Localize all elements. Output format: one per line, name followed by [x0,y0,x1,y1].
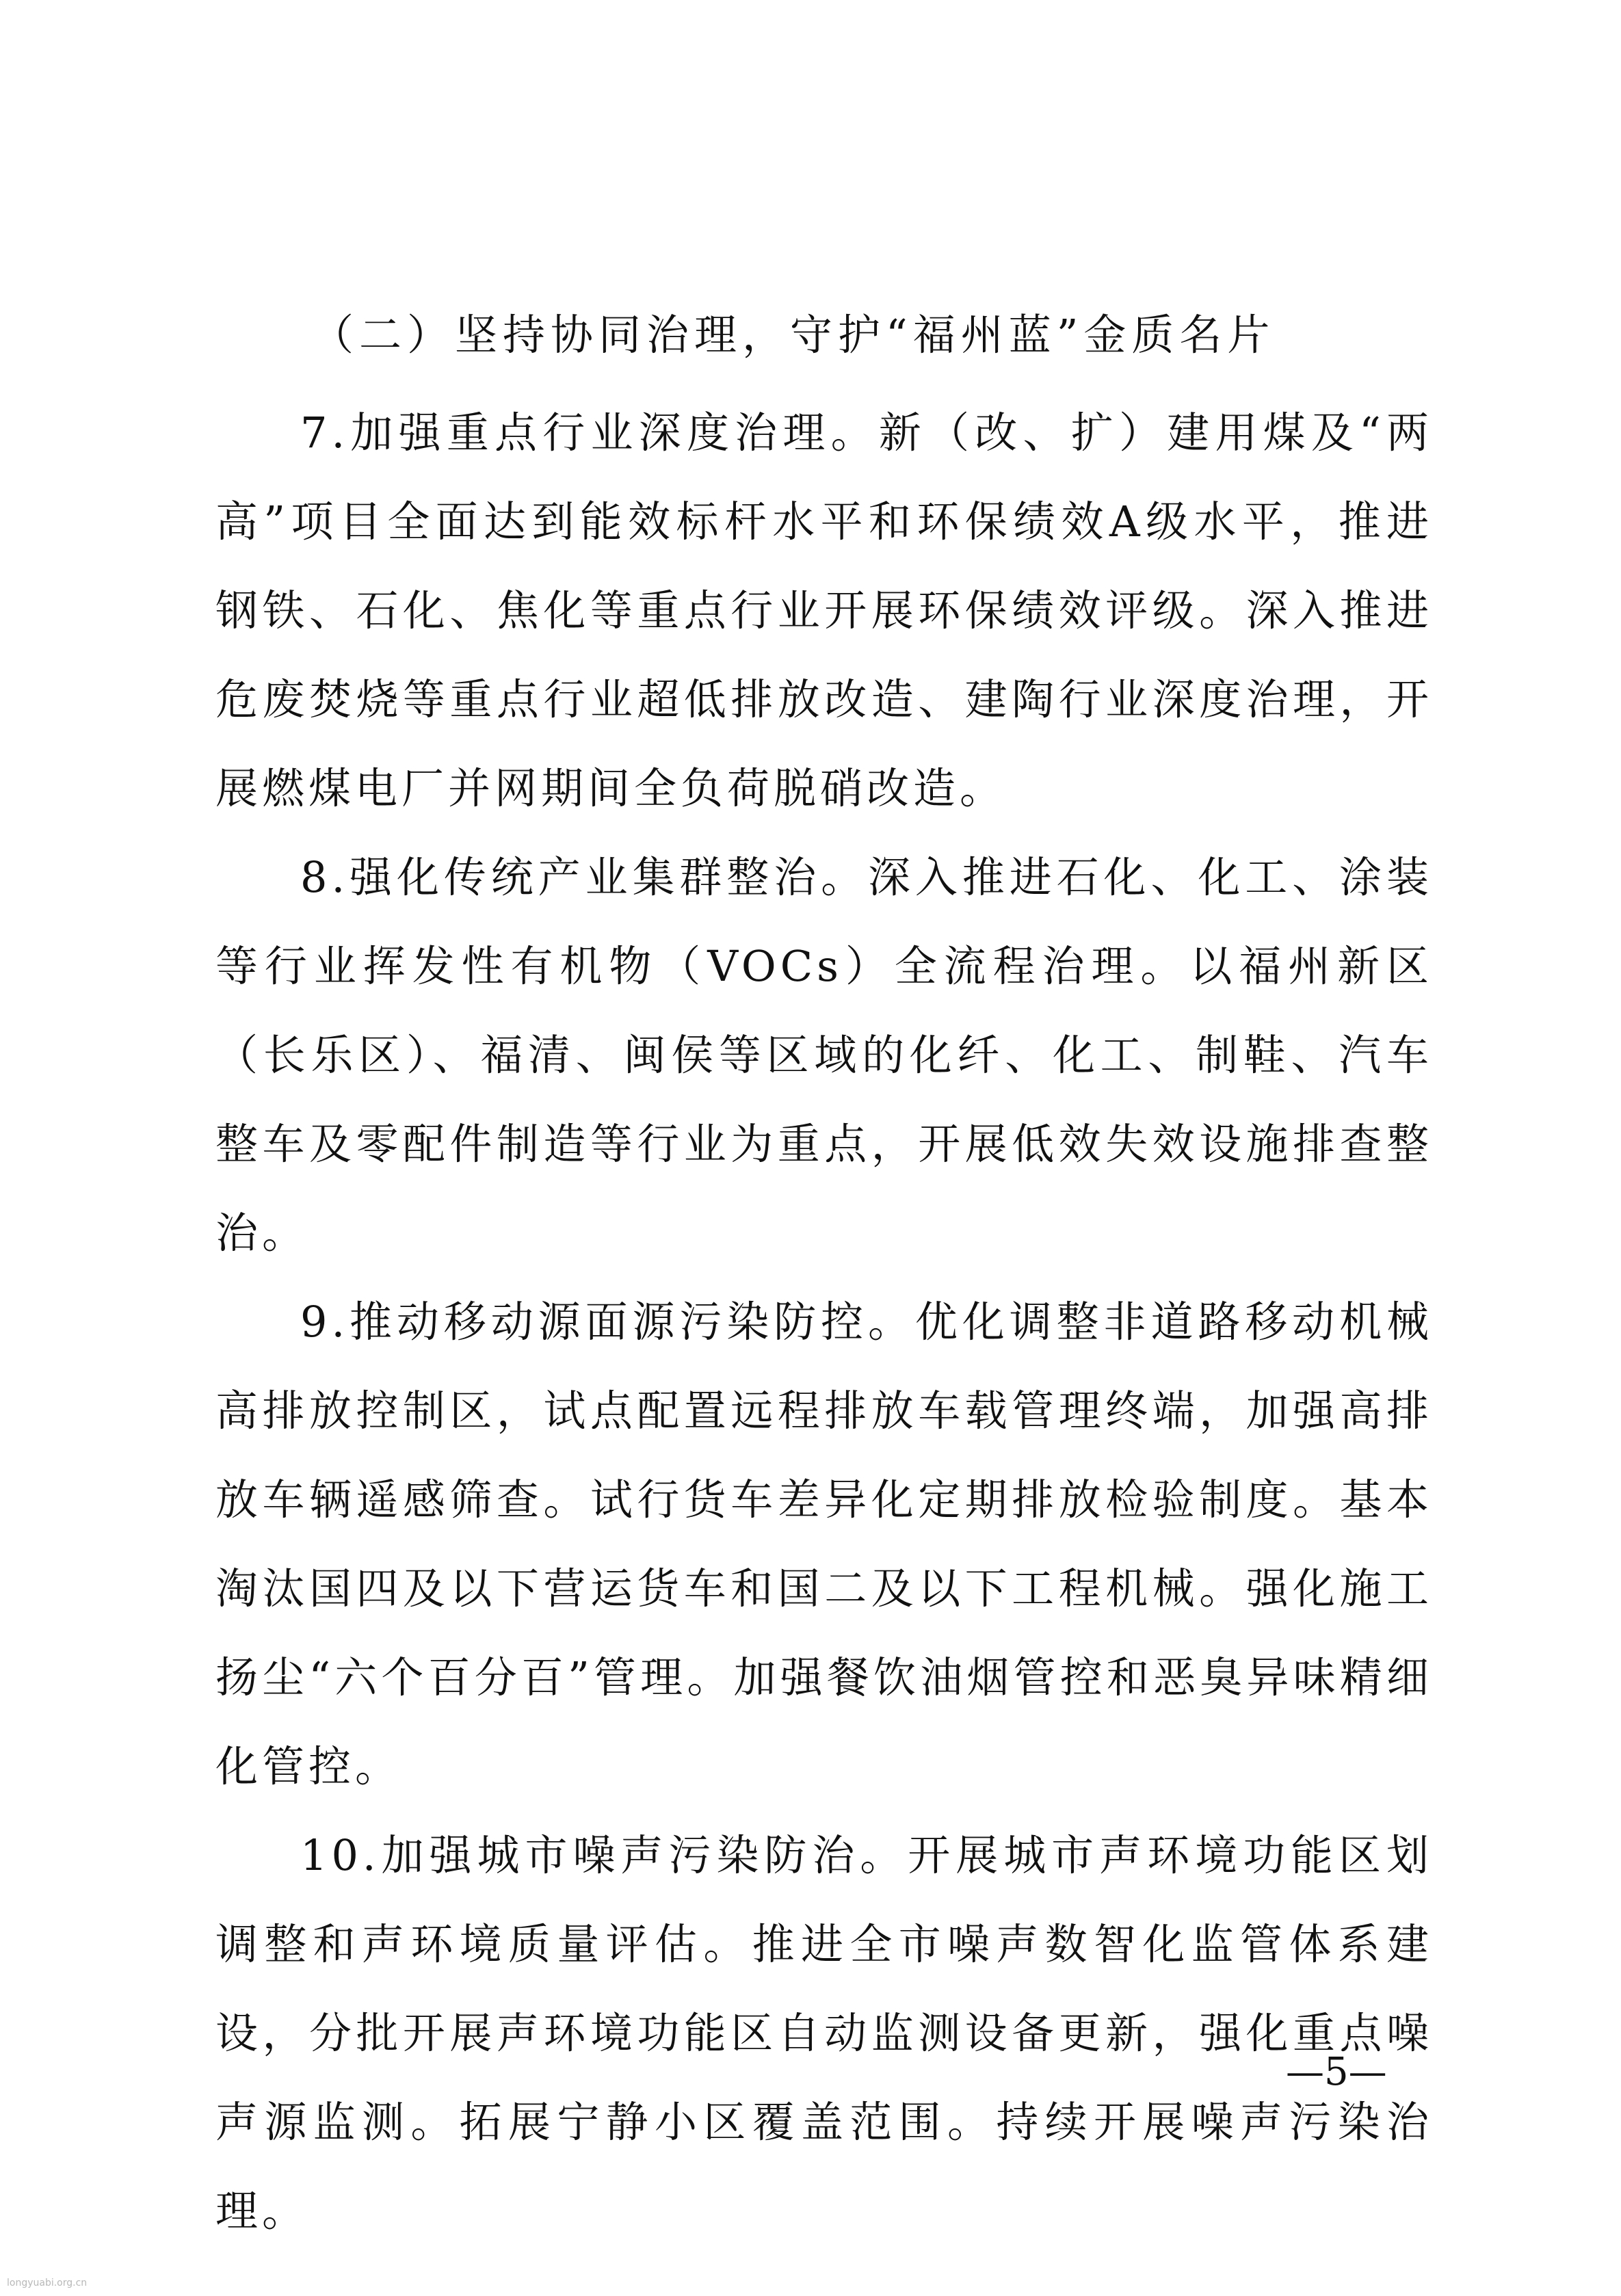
section-heading: （二）坚持协同治理，守护“福州蓝”金质名片 [311,310,1276,360]
paragraph-8: 8.强化传统产业集群整治。深入推进石化、化工、涂装等行业挥发性有机物（VOCs）全流程治理。以福州新区（长乐区）、福清、闽侯等区域的化纤、化工、制鞋、汽车整车及零配件制造等行业为重点，开展低效失效设施排查整治。 [215,852,1433,1258]
paragraph-9: 9.推动移动源面源污染防控。优化调整非道路移动机械高排放控制区，试点配置远程排放车载管理终端，加强高排放车辆遥感筛查。试行货车差异化定期排放检验制度。基本淘汰国四及以下营运货车和国二及以下工程机械。强化施工扬尘“六个百分百”管理。加强餐饮油烟管控和恶臭异味精细化管控。 [215,1297,1433,1791]
source-watermark: longyuabi.org.cn [7,2278,88,2288]
paragraph-10: 10.加强城市噪声污染防治。开展城市声环境功能区划调整和声环境质量评估。推进全市噪声数智化监管体系建设，分批开展声环境功能区自动监测设备更新，强化重点噪声源监测。拓展宁静小区覆盖范围。持续开展噪声污染治理。 [215,1830,1433,2236]
page-number: —5— [1286,2050,1387,2094]
paragraph-7: 7.加强重点行业深度治理。新（改、扩）建用煤及“两高”项目全面达到能效标杆水平和环保绩效A级水平，推进钢铁、石化、焦化等重点行业开展环保绩效评级。深入推进危废焚烧等重点行业超低排放改造、建陶行业深度治理，开展燃煤电厂并网期间全负荷脱硝改造。 [215,408,1433,813]
document-body [215,301,1433,2256]
